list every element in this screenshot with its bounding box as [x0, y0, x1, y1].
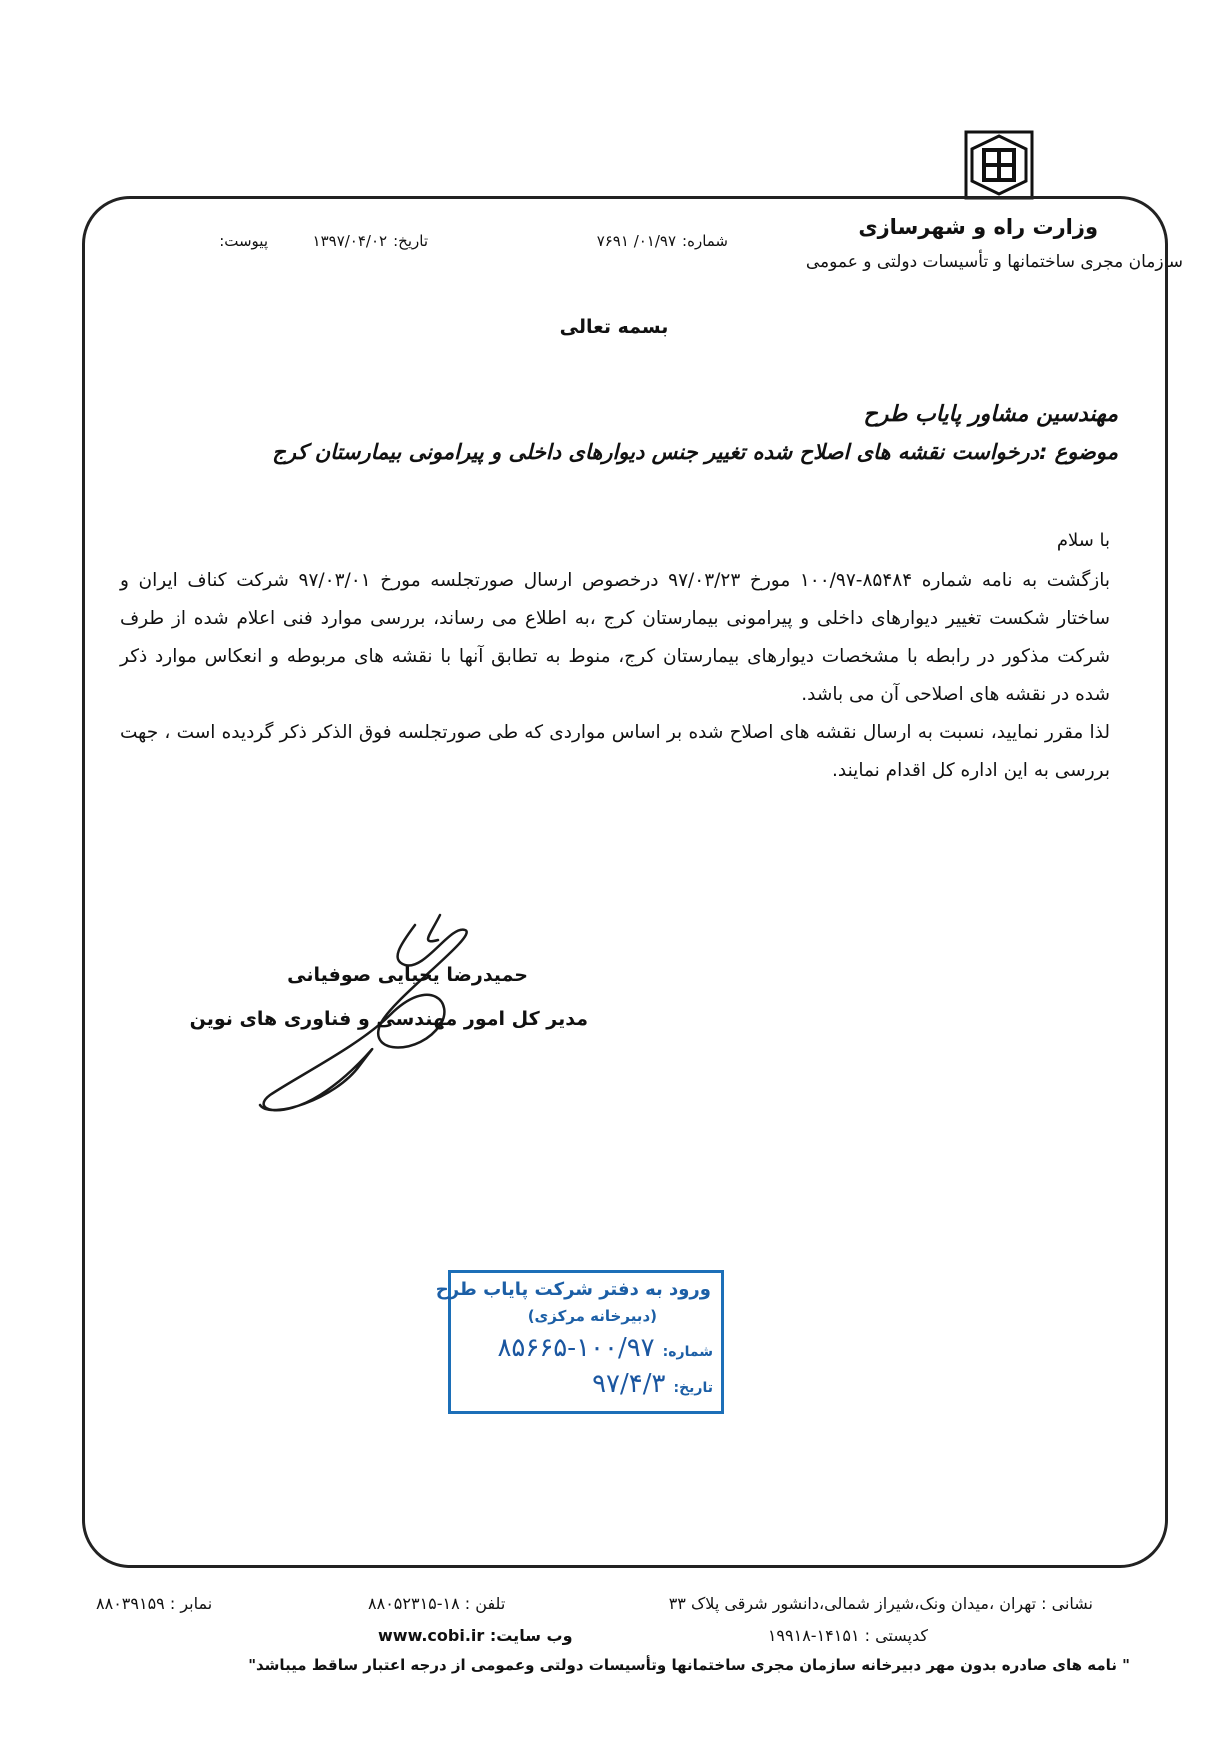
stamp-date-value: ۹۷/۴/۳ — [592, 1369, 666, 1399]
letter-number-label: شماره: — [682, 232, 728, 250]
stamp-date — [592, 1369, 713, 1399]
subject: موضوع :درخواست نقشه های اصلاح شده تغییر جنس دیوارهای داخلی و پیرامونی بیمارستان کرج — [272, 440, 1118, 464]
stamp-subtitle: (دبیرخانه مرکزی) — [527, 1307, 657, 1325]
letter-date-label: تاریخ: — [393, 232, 428, 250]
footer-website-url[interactable]: www.cobi.ir — [378, 1626, 485, 1645]
letter-attachment-label: پیوست: — [219, 232, 268, 250]
stamp-number-label: شماره: — [662, 1344, 713, 1360]
organization-name: سازمان مجری ساختمانها و تأسیسات دولتی و عمومی — [805, 252, 1183, 272]
footer-postal-code: کدپستی : ۱۴۱۵۱-۱۹۹۱۸ — [767, 1626, 928, 1645]
footer-address: نشانی : تهران ،میدان ونک،شیراز شمالی،دانشور شرقی پلاک ۳۳ — [668, 1594, 1093, 1613]
footer-website — [378, 1626, 573, 1645]
footer-phone: تلفن : ۱۸-۸۸۰۵۲۳۱۵ — [368, 1594, 506, 1613]
receipt-stamp — [435, 1270, 724, 1414]
stamp-number-value: ۱۰۰/۹۷-۸۵۶۶۵ — [497, 1333, 655, 1363]
footer-fax: نمابر : ۸۸۰۳۹۱۵۹ — [96, 1594, 213, 1613]
organization-logo-icon — [962, 128, 1036, 202]
stamp-title: ورود به دفتر شرکت پایاب طرح — [435, 1279, 711, 1300]
greeting: با سلام — [1056, 530, 1110, 551]
stamp-number — [497, 1333, 713, 1363]
body-paragraph: بازگشت به نامه شماره ۸۵۴۸۴-۱۰۰/۹۷ مورخ ۹۷/۰۳/۲۳ درخصوص ارسال صورتجلسه مورخ ۹۷/۰۳/۰۱ شرکت کناف ایران و ساختار شکست تغییر دیوارهای داخلی و پیرامونی بیمارستان کرج ،به اطلاع می رساند، بررسی موارد فنی اعلام شده از طرف شرکت مذکور در رابطه با مشخصات دیوارهای بیمارستان کرج، منوط به تطابق آنها با نقشه های مربوطه و انعکاس موارد ذکر شده در نقشه های اصلاحی آن می باشد. — [120, 570, 1110, 705]
letter-date — [313, 232, 428, 250]
letter-number-value: ۰۱/۹۷/ ۷۶۹۱ — [596, 232, 677, 250]
recipient: مهندسین مشاور پایاب طرح — [863, 402, 1118, 427]
letter-attachment — [219, 232, 268, 250]
body-paragraph: لذا مقرر نمایید، نسبت به ارسال نقشه های اصلاح شده بر اساس مواردی که طی صورتجلسه فوق الذکر ذکر گردیده است ، جهت بررسی به این اداره کل اقدام نمایند. — [120, 722, 1110, 781]
stamp-date-label: تاریخ: — [673, 1380, 713, 1396]
letter-body — [120, 562, 1110, 790]
footer-disclaimer: " نامه های صادره بدون مهر دبیرخانه سازمان مجری ساختمانها وتأسیسات دولتی وعمومی از درجه اعتبار ساقط میباشد" — [248, 1656, 1130, 1674]
basmala: بسمه تعالی — [559, 316, 669, 338]
signatory-name: حمیدرضا یحیایی صوفیانی — [287, 964, 528, 986]
signatory-title: مدیر کل امور مهندسی و فناوری های نوین — [189, 1008, 588, 1030]
footer-website-label: وب سایت: — [489, 1626, 573, 1645]
letter-number — [597, 232, 728, 250]
letter-date-value: ۱۳۹۷/۰۴/۰۲ — [312, 232, 388, 250]
ministry-name: وزارت راه و شهرسازی — [858, 215, 1098, 239]
